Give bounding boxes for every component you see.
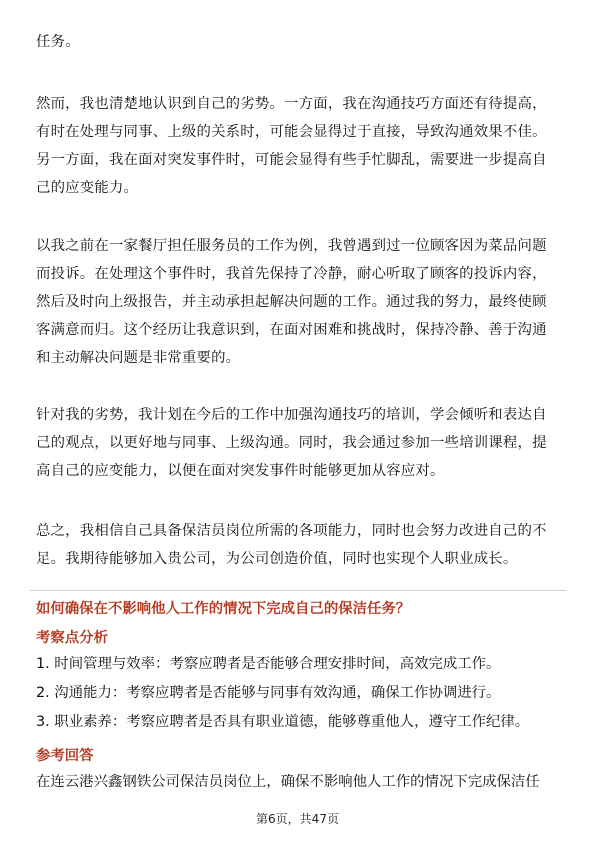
analysis-item-2: 2. 沟通能力：考察应聘者是否能够与同事有效沟通，确保工作协调进行。 [36,685,501,701]
paragraph-weaknesses: 然而，我也清楚地认识到自己的劣势。一方面，我在沟通技巧方面还有待提高，有时在处理与同事、上级的关系时，可能会显得过于直接，导致沟通效果不佳。另一方面，我在面对突发事件时，可能会显得有些手忙脚乱，需要进一步提高自己的应变能力。 [36,96,547,196]
analysis-heading: 考察点分析 [36,630,108,646]
page-number: 第6页，共47页 [256,812,339,826]
question-title: 如何确保在不影响他人工作的情况下完成自己的保洁任务？ [36,601,411,617]
paragraph-improvement-plan: 针对我的劣势，我计划在今后的工作中加强沟通技巧的培训，学会倾听和表达自己的观点，以更好地与同事、上级沟通。同时，我会通过参加一些培训课程，提高自己的应变能力，以便在面对突发事件时能够更加从容应对。 [36,407,547,479]
analysis-item-1: 1. 时间管理与效率：考察应聘者是否能够合理安排时间，高效完成工作。 [36,656,501,672]
paragraph-conclusion: 总之，我相信自己具备保洁员岗位所需的各项能力，同时也会努力改进自己的不足。我期待能够加入贵公司，为公司创造价值，同时也实现个人职业成长。 [36,523,547,567]
paragraph-continuation: 任务。 [36,34,80,50]
paragraph-example: 以我之前在一家餐厅担任服务员的工作为例，我曾遇到过一位顾客因为菜品问题而投诉。在处理这个事件时，我首先保持了冷静，耐心听取了顾客的投诉内容，然后及时向上级报告，并主动承担起解决问题的工作。通过我的努力，最终使顾客满意而归。这个经历让我意识到，在面对困难和挑战时，保持冷静、善于沟通和主动解决问题是非常重要的。 [36,238,547,366]
section-divider [30,590,566,591]
reference-answer-text: 在连云港兴鑫钢铁公司保洁员岗位上，确保不影响他人工作的情况下完成保洁任 [36,774,540,790]
analysis-item-3: 3. 职业素养：考察应聘者是否具有职业道德，能够尊重他人，遵守工作纪律。 [36,714,530,730]
reference-heading: 参考回答 [36,748,94,764]
